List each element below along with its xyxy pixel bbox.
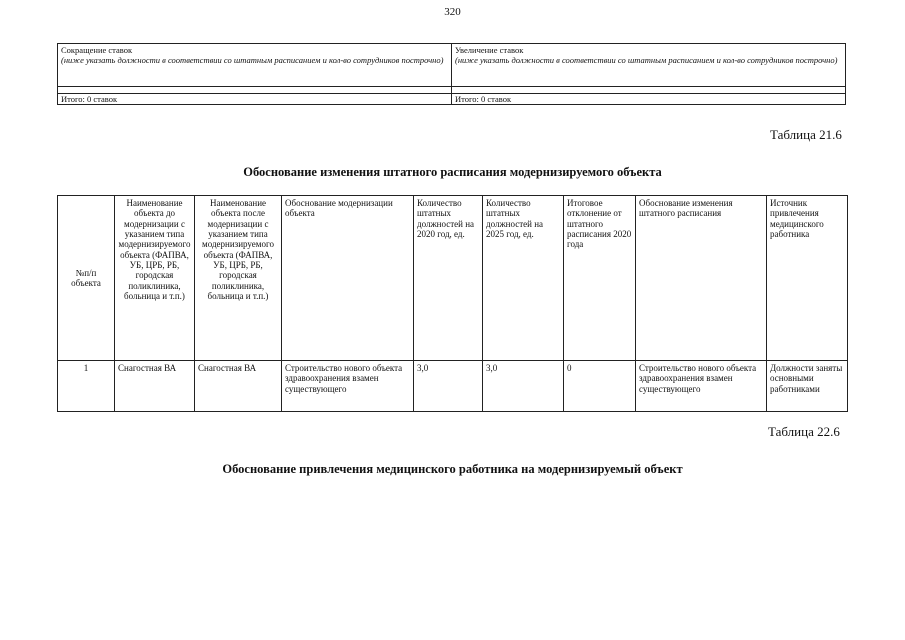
cell-worker-source: Должности заняты основными работниками — [767, 361, 848, 412]
col-header-name-after: Наименование объекта после модернизации с указанием типа модернизируемого объекта (ФАПВА, УБ, ЦРБ, РБ, городская поликлиника, больница и т.п.) — [195, 196, 282, 361]
rate-increase-note: (ниже указать должности в соответствии со штатным расписанием и кол-во сотрудников построчно) — [455, 55, 838, 66]
section-heading-worker-attraction: Обоснование привлечения медицинского работника на модернизируемый объект — [222, 462, 683, 476]
page-number: 320 — [444, 6, 461, 18]
col-header-worker-source: Источник привлечения медицинского работника — [767, 196, 848, 361]
cell-positions-2020: 3,0 — [414, 361, 483, 412]
col-header-deviation: Итоговое отклонение от штатного расписания 2020 года — [564, 196, 636, 361]
table-caption-22-6: Таблица 22.6 — [768, 424, 840, 439]
col-header-positions-2025: Количество штатных должностей на 2025 год, ед. — [483, 196, 564, 361]
staffing-justification-table — [57, 195, 848, 412]
col-header-positions-2020: Количество штатных должностей на 2020 год, ед. — [414, 196, 483, 361]
rate-increase-total: Итого: 0 ставок — [452, 94, 846, 105]
cell-modernization-reason: Строительство нового объекта здравоохранения взамен существующего — [282, 361, 414, 412]
cell-name-after: Снагостная ВА — [195, 361, 282, 412]
cell-name-before: Снагостная ВА — [115, 361, 195, 412]
cell-number: 1 — [58, 361, 115, 412]
table-caption-21-6: Таблица 21.6 — [770, 127, 842, 142]
cell-deviation: 0 — [564, 361, 636, 412]
col-header-number: №п/п объекта — [58, 196, 115, 361]
rate-increase-header: Увеличение ставок — [455, 45, 524, 55]
empty-cell — [58, 87, 452, 94]
staff-rates-table — [57, 43, 846, 105]
col-header-name-before: Наименование объекта до модернизации с указанием типа модернизируемого объекта (ФАПВА, УБ, ЦРБ, РБ, городская поликлиника, больница и т.п.) — [115, 196, 195, 361]
rate-increase-header-cell — [452, 44, 846, 87]
rate-reduction-note: (ниже указать должности в соответствии со штатным расписанием и кол-во сотрудников построчно) — [61, 55, 444, 66]
section-heading-staffing-change: Обоснование изменения штатного расписания модернизируемого объекта — [243, 165, 662, 179]
empty-cell — [452, 87, 846, 94]
rate-reduction-total: Итого: 0 ставок — [58, 94, 452, 105]
table-header-row — [58, 196, 848, 361]
col-header-change-reason: Обоснование изменения штатного расписания — [636, 196, 767, 361]
rate-reduction-header-cell — [58, 44, 452, 87]
table-row — [58, 361, 848, 412]
col-header-modernization-reason: Обоснование модернизации объекта — [282, 196, 414, 361]
cell-change-reason: Строительство нового объекта здравоохранения взамен существующего — [636, 361, 767, 412]
cell-positions-2025: 3,0 — [483, 361, 564, 412]
rate-reduction-header: Сокращение ставок — [61, 45, 133, 55]
